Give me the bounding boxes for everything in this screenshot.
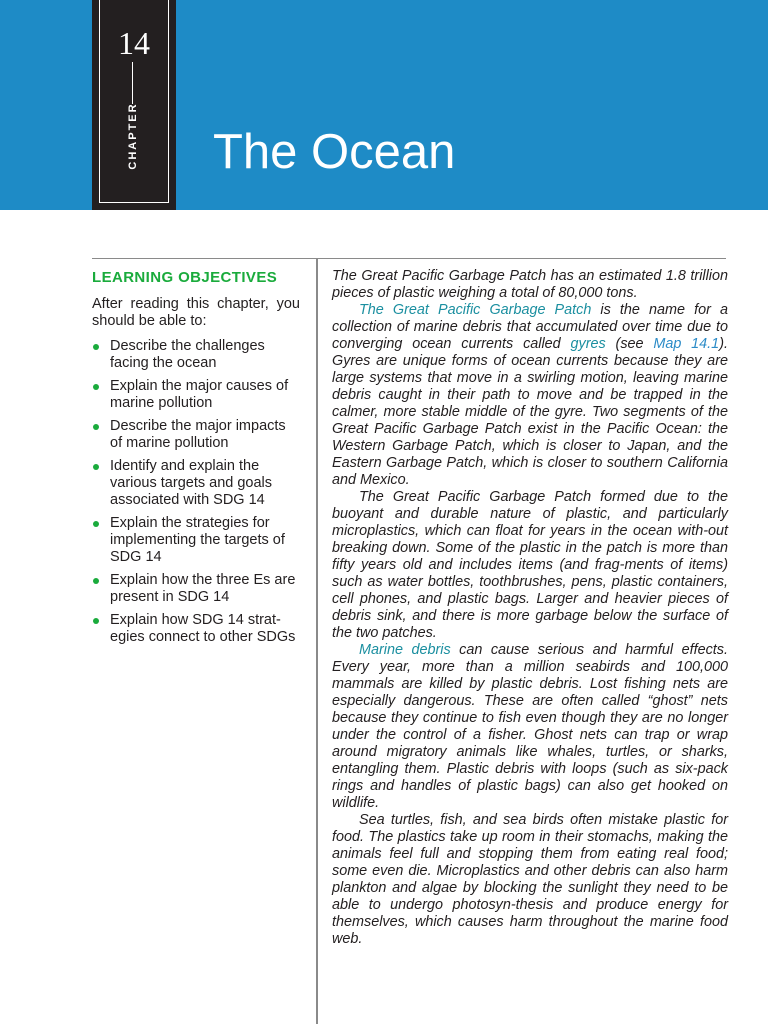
chapter-header-band [0,0,768,210]
glossary-term-gyres[interactable]: gyres [570,336,606,352]
objective-item [92,418,300,452]
bullet-dot-icon [93,464,99,470]
objective-item [92,612,300,646]
objective-text: Explain how the three Es are present in SDG 14 [110,572,296,605]
body-paragraph-2 [332,302,728,489]
objective-item [92,515,300,566]
glossary-term-marine-debris[interactable]: Marine debris [359,642,451,658]
body-paragraph-3: The Great Pacific Garbage Patch formed due to the buoyant and durable nature of plastic, and particularly microplastics, which can float for years in the ocean with-out breaking down. Some of the plastic in the patch is more than fifty years old and includes items (and frag-ments of items) such as water bottles, toothbrushes, pens, plastic containers, cell phones, and plastic bags. Larger and heavier pieces of debris sink, and there is more garbage below the surface of the two patches. [332,489,728,641]
objective-item [92,458,300,509]
chapter-number-rule [132,62,133,104]
objective-text: Identify and explain the various targets and goals associated with SDG 14 [110,458,273,508]
chapter-number: 14 [118,25,150,61]
section-top-rule [92,258,726,259]
chapter-body-text [332,268,728,948]
objective-text: Explain the strategies for implementing the targets of SDG 14 [110,515,285,565]
objective-item [92,338,300,372]
objective-item [92,572,300,606]
learning-objectives-list [92,338,300,646]
objective-text: Describe the challenges facing the ocean [110,338,265,371]
bullet-dot-icon [93,384,99,390]
body-text-span: ). Gyres are unique forms of ocean currents because they are large systems that move in a swirling motion, leaving marine debris caught in their path to move and be trapped in the calmer, more stable middle of the gyre. Two segments of the Great Pacific Garbage Patch exist in the Pacific Ocean: the Western Garbage Patch, which is closer to Japan, and the Eastern Garbage Patch, which is closer to southern California and Mexico. [332,336,728,488]
chapter-title: The Ocean [213,125,456,179]
bullet-dot-icon [93,618,99,624]
body-paragraph-1: The Great Pacific Garbage Patch has an estimated 1.8 trillion pieces of plastic weighing a total of 80,000 tons. [332,268,728,301]
glossary-term-garbage-patch[interactable]: The Great Pacific Garbage Patch [359,302,592,318]
column-divider [316,258,318,1024]
body-paragraph-4 [332,642,728,812]
learning-objectives-sidebar [92,268,300,652]
learning-objectives-intro: After reading this chapter, you should be able to: [92,296,300,329]
learning-objectives-heading: LEARNING OBJECTIVES [92,269,278,286]
body-text-span: (see [605,336,654,352]
body-text-span: can cause serious and harmful effects. Every year, more than a million seabirds and 100,000 mammals are killed by plastic debris. Lost fishing nets are especially dangerous. These are often called “ghost” nets because they continue to fish even though they are no longer under the control of a fisher. Ghost nets can trap or wrap around migratory animals like whales, turtles, or sharks, entangling them. Plastic debris with loops (such as six-pack rings and handles of plastic bags) can also get hooked on wildlife. [332,642,728,811]
objective-text: Explain how SDG 14 strat-egies connect to other SDGs [110,612,296,645]
body-text-span: is the name for a collection of marine debris that accumulated over time due to converging ocean currents called [332,302,728,352]
bullet-dot-icon [93,521,99,527]
bullet-dot-icon [93,424,99,430]
chapter-label: CHAPTER [127,102,139,170]
objective-text: Describe the major impacts of marine pollution [110,418,286,451]
map-cross-reference-link[interactable]: Map 14.1 [653,336,720,352]
bullet-dot-icon [93,578,99,584]
bullet-dot-icon [93,344,99,350]
objective-text: Explain the major causes of marine pollution [110,378,289,411]
body-paragraph-5: Sea turtles, fish, and sea birds often mistake plastic for food. The plastics take up room in their stomachs, making the animals feel full and stopping them from eating real food; some even die. Microplastics and other debris can also harm plankton and algae by blocking the sunlight they need to be able to undergo photosyn-thesis and produce energy for themselves, which causes harm throughout the marine food web. [332,812,728,947]
objective-item [92,378,300,412]
